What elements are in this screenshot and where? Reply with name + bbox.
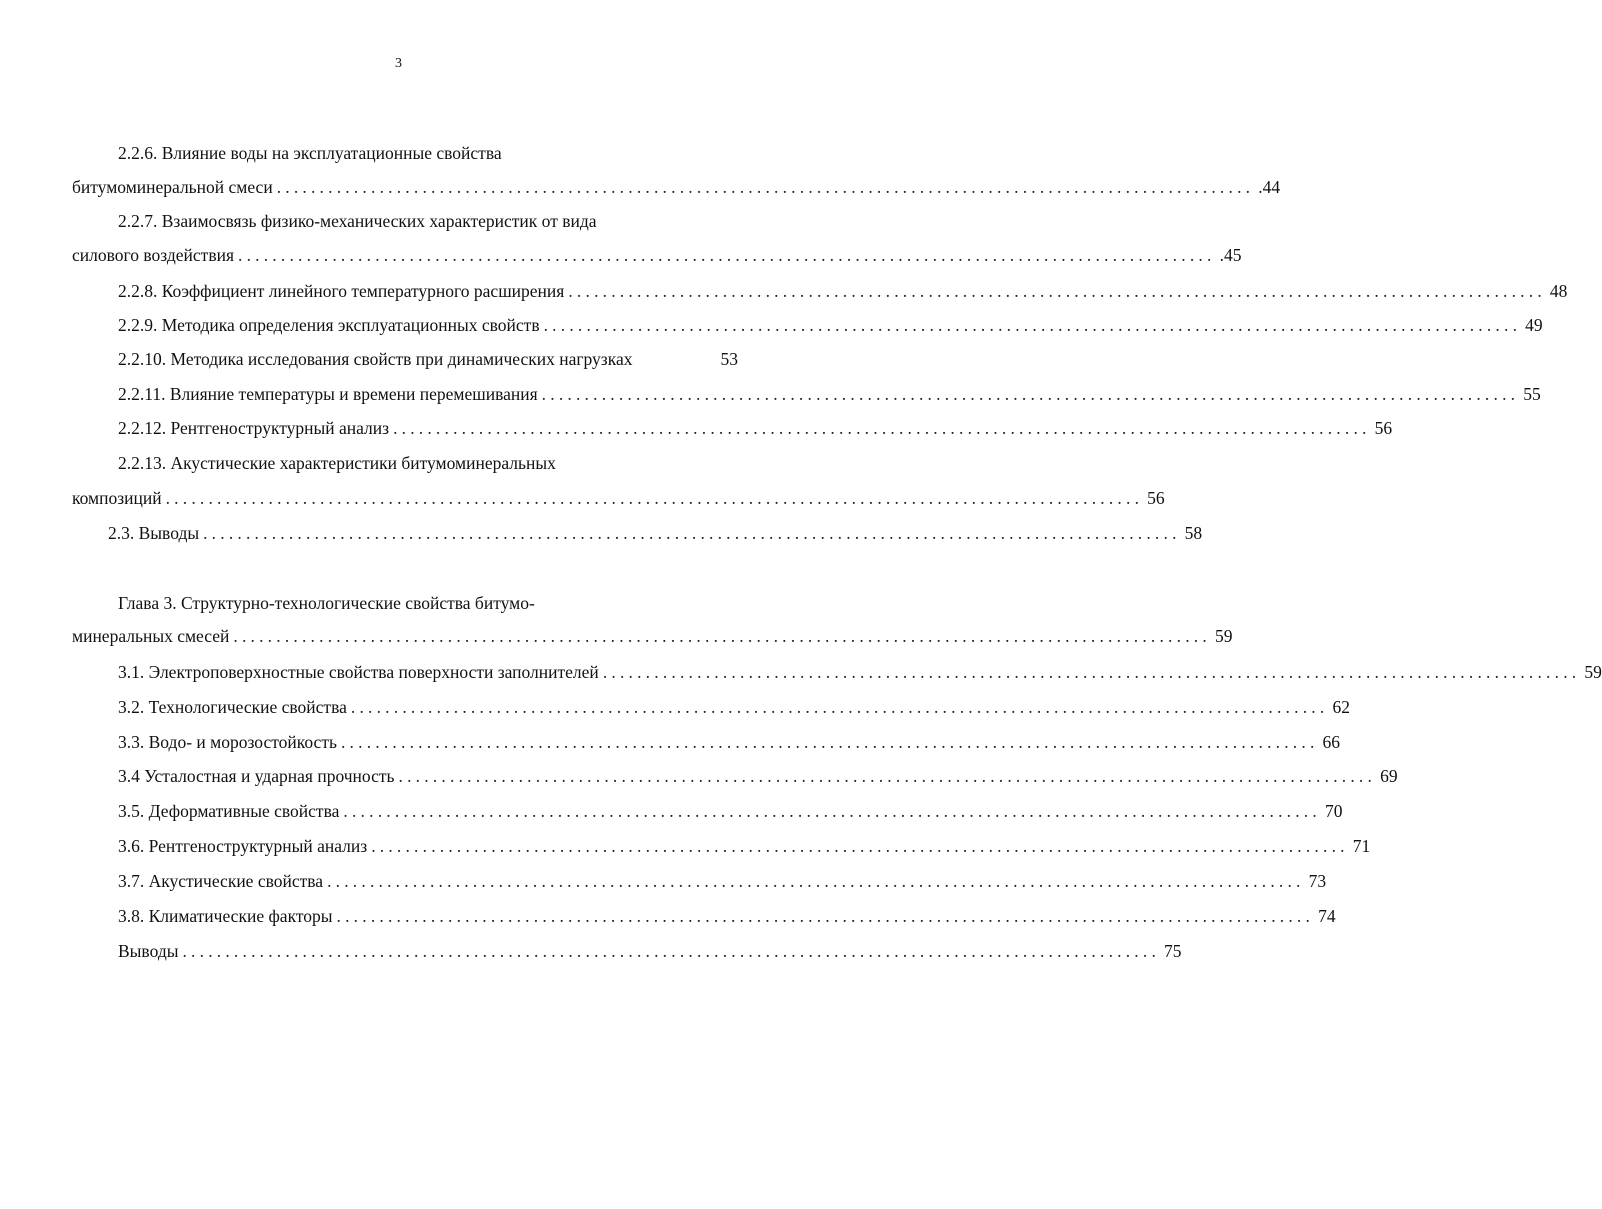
toc-page-number: 62 (1332, 697, 1350, 717)
toc-page-number: 70 (1324, 801, 1343, 821)
toc-entry-3-8 (118, 903, 1336, 929)
toc-entry-text: 2.2.12. Рентгеноструктурный анализ (118, 418, 390, 438)
leader-dots: .................................................................................................................. (165, 488, 1144, 508)
toc-entry-text: 3.1. Электроповерхностные свойства поверхности заполнителей (118, 662, 599, 682)
toc-page-number: 48 (1549, 281, 1568, 301)
toc-page-number: 49 (1525, 315, 1543, 335)
toc-entry-text: 2.2.8. Коэффициент линейного температурного расширения (118, 281, 565, 301)
toc-entry-2-2-13-line2: композиций (72, 488, 162, 508)
leader-dots: .................................................................................................................. (327, 871, 1305, 891)
toc-entry-text: 3.8. Климатические факторы (118, 906, 333, 926)
toc-page-number: 53 (720, 349, 738, 369)
toc-entry-2-2-7-line2: силового воздействия (72, 245, 234, 265)
toc-chapter-3-line1: Глава 3. Структурно-технологические свойства битумо- (118, 593, 535, 613)
toc-entry-2-2-11 (118, 381, 1541, 407)
leader-dots: .................................................................................................................. (343, 801, 1321, 821)
toc-entry-text: 2.3. Выводы (108, 523, 200, 543)
toc-entry-text: 3.6. Рентгеноструктурный анализ (118, 836, 368, 856)
toc-page-number: 71 (1352, 836, 1371, 856)
toc-entry-text: 3.4 Усталостная и ударная прочность (118, 766, 395, 786)
toc-chapter-3-line2: минеральных смесей (72, 626, 230, 646)
toc-entry-text: 3.2. Технологические свойства (118, 697, 347, 717)
toc-page-number: 58 (1184, 523, 1203, 543)
toc-entry-vyvody (118, 938, 1182, 964)
toc-entry-2-2-6 (72, 174, 1281, 200)
toc-entry-3-1 (118, 659, 1602, 685)
toc-entry-2-2-7-line1: 2.2.7. Взаимосвязь физико-механических характеристик от вида (118, 211, 597, 231)
leader-dots: .................................................................................................................. (568, 281, 1546, 301)
toc-entry-2-2-7 (72, 242, 1242, 268)
toc-entry-3-2 (118, 694, 1350, 720)
leader-dots: .................................................................................................................. (543, 315, 1522, 335)
toc-entry-text: Выводы (118, 941, 179, 961)
leader-dots: .................................................................................................................. (393, 418, 1371, 438)
toc-entry-3-5 (118, 798, 1343, 824)
toc-entry-2-2-9 (118, 312, 1543, 338)
toc-page-number: 74 (1318, 906, 1336, 926)
toc-page-number: 56 (1374, 418, 1393, 438)
toc-entry-2-2-10 (118, 346, 738, 372)
toc-entry-text: 3.7. Акустические свойства (118, 871, 324, 891)
toc-page-number: 59 (1214, 626, 1233, 646)
toc-entry-text: 2.2.11. Влияние температуры и времени перемешивания (118, 384, 538, 404)
leader-dots: .................................................................................................................. (602, 662, 1581, 682)
toc-page-number: 56 (1147, 488, 1165, 508)
toc-entry-2-3 (108, 520, 1203, 546)
toc-entry-2-2-6-line1: 2.2.6. Влияние воды на эксплуатационные свойства (118, 143, 502, 163)
leader-dots: .................................................................................................................. (233, 626, 1211, 646)
leader-dots: .................................................................................................................. (203, 523, 1181, 543)
toc-page-number: 59 (1584, 662, 1602, 682)
toc-page-number: 66 (1322, 732, 1341, 752)
toc-entry-2-2-13-line1: 2.2.13. Акустические характеристики битумоминеральных (118, 453, 556, 473)
toc-page-number: 75 (1164, 941, 1182, 961)
toc-page-number: 69 (1380, 766, 1398, 786)
leader-dots: .................................................................................................................. (371, 836, 1349, 856)
toc-entry-3-3 (118, 729, 1341, 755)
toc-entry-2-2-8 (118, 278, 1568, 304)
toc-entry-text: 2.2.9. Методика определения эксплуатационных свойств (118, 315, 540, 335)
toc-page-number: .44 (1258, 177, 1281, 197)
toc-entry-2-2-6-line2: битумоминеральной смеси (72, 177, 273, 197)
leader-dots: .................................................................................................................. (276, 177, 1255, 197)
page-number: 3 (395, 56, 402, 71)
toc-page-number: 73 (1308, 871, 1327, 891)
toc-entry-3-6 (118, 833, 1371, 859)
toc-entry-text: 3.5. Деформативные свойства (118, 801, 340, 821)
toc-chapter-3 (72, 623, 1233, 649)
leader-dots: .................................................................................................................. (398, 766, 1377, 786)
toc-page-number: .45 (1219, 245, 1242, 265)
leader-dots: .................................................................................................................. (541, 384, 1520, 404)
toc-entry-2-2-12 (118, 415, 1393, 441)
toc-entry-3-4 (118, 763, 1398, 789)
toc-entry-3-7 (118, 868, 1327, 894)
leader-dots: .................................................................................................................. (238, 245, 1216, 265)
leader-dots: .................................................................................................................. (336, 906, 1315, 926)
leader-dots: .................................................................................................................. (340, 732, 1319, 752)
toc-entry-text: 2.2.10. Методика исследования свойств при динамических нагрузках (118, 349, 633, 369)
leader-dots: .................................................................................................................. (350, 697, 1329, 717)
toc-entry-2-2-13 (72, 485, 1165, 511)
toc-entry-text: 3.3. Водо- и морозостойкость (118, 732, 337, 752)
toc-page-number: 55 (1523, 384, 1541, 404)
leader-dots: .................................................................................................................. (182, 941, 1161, 961)
